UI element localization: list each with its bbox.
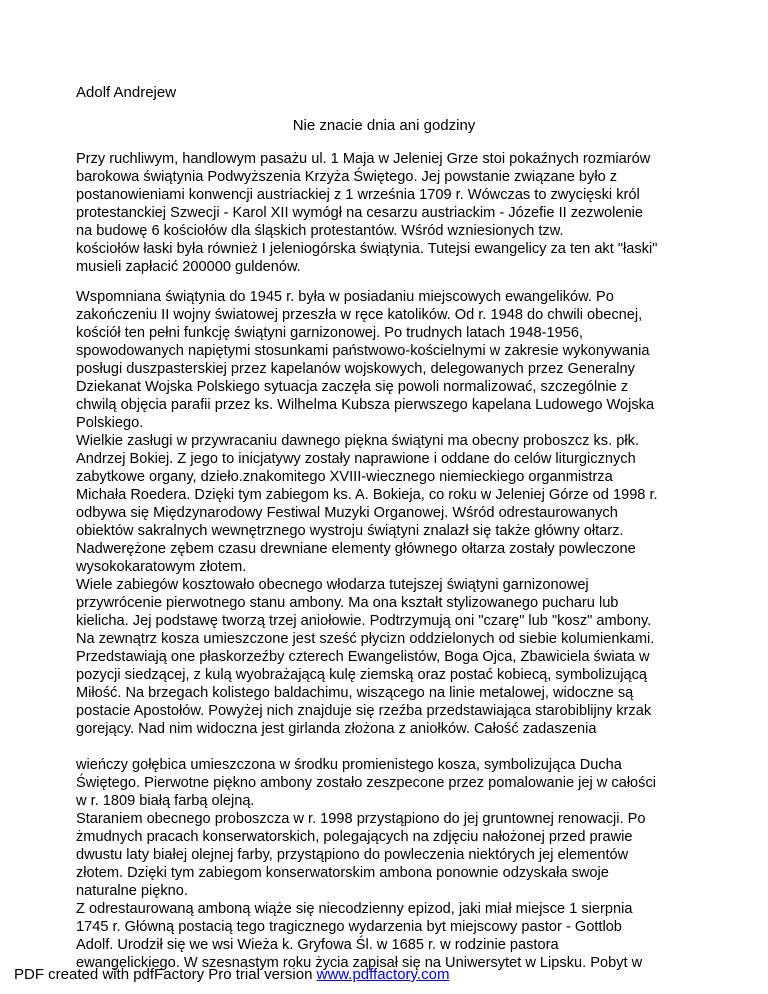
text-line: Z odrestaurowaną amboną wiąże się niecodzienny epizod, jaki miał miejsce 1 sierpnia <box>76 901 633 917</box>
text-line: 1745 r. Główną postacią tego tragicznego wydarzenia byt miejscowy pastor - Gottlob <box>76 919 622 935</box>
text-line: spowodowanych napiętymi stosunkami państwowo-kościelnymi w zakresie wykonywania <box>76 343 650 359</box>
text-line: postanowieniami konwencji austriackiej z 1 września 1709 r. Wówczas to zwycięski król <box>76 187 640 203</box>
text-line: musieli zapłacić 200000 guldenów. <box>76 259 301 275</box>
text-line: Wspomniana świątynia do 1945 r. była w posiadaniu miejscowych ewangelików. Po <box>76 289 614 305</box>
text-line: zakończeniu II wojny światowej przeszła w ręce katolików. Od r. 1948 do chwili obecnej, <box>76 307 643 323</box>
text-line: kościół ten pełni funkcję świątyni garnizonowej. Po trudnych latach 1948-1956, <box>76 325 584 341</box>
text-line: Wiele zabiegów kosztowało obecnego włodarza tutejszej świątyni garnizonowej <box>76 577 589 593</box>
text-line: protestanckiej Szwecji - Karol XII wymógł na cesarzu austriackim - Józefie II zezwolenie <box>76 205 643 221</box>
text-line: pozycji siedzącej, z kulą wyobrażającą kulę ziemską oraz postać kobiecą, symbolizującą <box>76 667 648 683</box>
text-line: obiektów sakralnych wewnętrznego wystroju świątyni znalazł się także główny ołtarz. <box>76 523 624 539</box>
text-line: chwilą objęcia parafii przez ks. Wilhelma Kubsza pierwszego kapelana Ludowego Wojska <box>76 397 655 413</box>
text-line: w r. 1809 białą farbą olejną. <box>76 793 255 809</box>
text-line: Andrzej Bokiej. Z jego to inicjatywy zostały naprawione i oddane do celów liturgicznych <box>76 451 636 467</box>
text-line: złotem. Dzięki tym zabiegom konserwatorskim ambona ponownie odzyskała swoje <box>76 865 609 881</box>
text-line: ewangelickiego. W szesnastym roku życia zapisał się na Uniwersytet w Lipsku. Pobyt w <box>76 955 643 971</box>
author-name: Adolf Andrejew <box>76 84 177 101</box>
text-line: wieńczy gołębica umieszczona w środku promienistego kosza, symbolizująca Ducha <box>76 757 622 773</box>
text-line: Polskiego. <box>76 415 144 431</box>
text-line: Przedstawiają one płaskorzeźby czterech Ewangelistów, Boga Ojca, Zbawiciela świata w <box>76 649 650 665</box>
text-line: dwustu laty białej olejnej farby, przystąpiono do powleczenia niektórych jej elementów <box>76 847 629 863</box>
footer-text: PDF created with pdfFactory Pro trial version <box>14 966 317 983</box>
text-line: posługi duszpasterskiej przez kapelanów wojskowych, delegowanych przez Generalny <box>76 361 635 377</box>
text-line: Miłość. Na brzegach kolistego baldachimu, wiszącego na linie metalowej, widoczne są <box>76 685 634 701</box>
text-line: Wielkie zasługi w przywracaniu dawnego piękna świątyni ma obecny proboszcz ks. płk. <box>76 433 639 449</box>
text-line: przywrócenie pierwotnego stanu ambony. Ma ona kształt stylizowanego pucharu lub <box>76 595 619 611</box>
text-line: wysokokaratowym złotem. <box>76 559 247 575</box>
text-line: odbywa się Międzynarodowy Festiwal Muzyki Organowej. Wśród odrestaurowanych <box>76 505 618 521</box>
text-line: kielicha. Jej podstawę tworzą trzej aniołowie. Podtrzymują oni "czarę" lub "kosz" ambony. <box>76 613 652 629</box>
text-line: Nadwerężone zębem czasu drewniane elementy głównego ołtarza zostały powleczone <box>76 541 636 557</box>
text-line: żmudnych pracach konserwatorskich, polegających na zdjęciu nałożonej przed prawie <box>76 829 633 845</box>
text-line: naturalne piękno. <box>76 883 188 899</box>
text-line: Dziekanat Wojska Polskiego sytuacja zaczęła się powoli normalizować, szczególnie z <box>76 379 629 395</box>
text-line: Na zewnątrz kosza umieszczone jest sześć płycizn oddzielonych od siebie kolumienkami. <box>76 631 655 647</box>
text-line: Przy ruchliwym, handlowym pasażu ul. 1 Maja w Jeleniej Grze stoi pokaźnych rozmiarów <box>76 151 651 167</box>
pdffactory-link[interactable]: www.pdffactory.com <box>316 966 450 983</box>
text-line: kościołów łaski była również I jeleniogórska świątynia. Tutejsi ewangelicy za ten akt "łaski" <box>76 241 658 257</box>
text-line: Staraniem obecnego proboszcza w r. 1998 przystąpiono do jej gruntownej renowacji. Po <box>76 811 646 827</box>
text-line: Świętego. Pierwotne piękno ambony zostało zeszpecone przez pomalowanie jej w całości <box>76 775 657 791</box>
text-line: postacie Apostołów. Powyżej nich znajduje się rzeźba przedstawiająca starobiblijny krzak <box>76 703 652 719</box>
text-line: Michała Roedera. Dzięki tym zabiegom ks. A. Bokieja, co roku w Jeleniej Górze od 1998 r. <box>76 487 658 503</box>
text-line: na budowę 6 kościołów dla śląskich protestantów. Wśród wzniesionych tzw. <box>76 223 564 239</box>
document-title: Nie znacie dnia ani godziny <box>292 117 476 134</box>
pdf-footer <box>14 966 449 984</box>
text-line: barokowa świątynia Podwyższenia Krzyża Świętego. Jej powstanie związane było z <box>76 169 618 185</box>
text-line: Adolf. Urodził się we wsi Wieża k. Gryfowa Śl. w 1685 r. w rodzinie pastora <box>76 937 559 953</box>
text-line: gorejący. Nad nim widoczna jest girlanda złożona z aniołków. Całość zadaszenia <box>76 721 597 737</box>
text-line: zabytkowe organy, dzieło.znakomitego XVIII-wiecznego niemieckiego organmistrza <box>76 469 613 485</box>
